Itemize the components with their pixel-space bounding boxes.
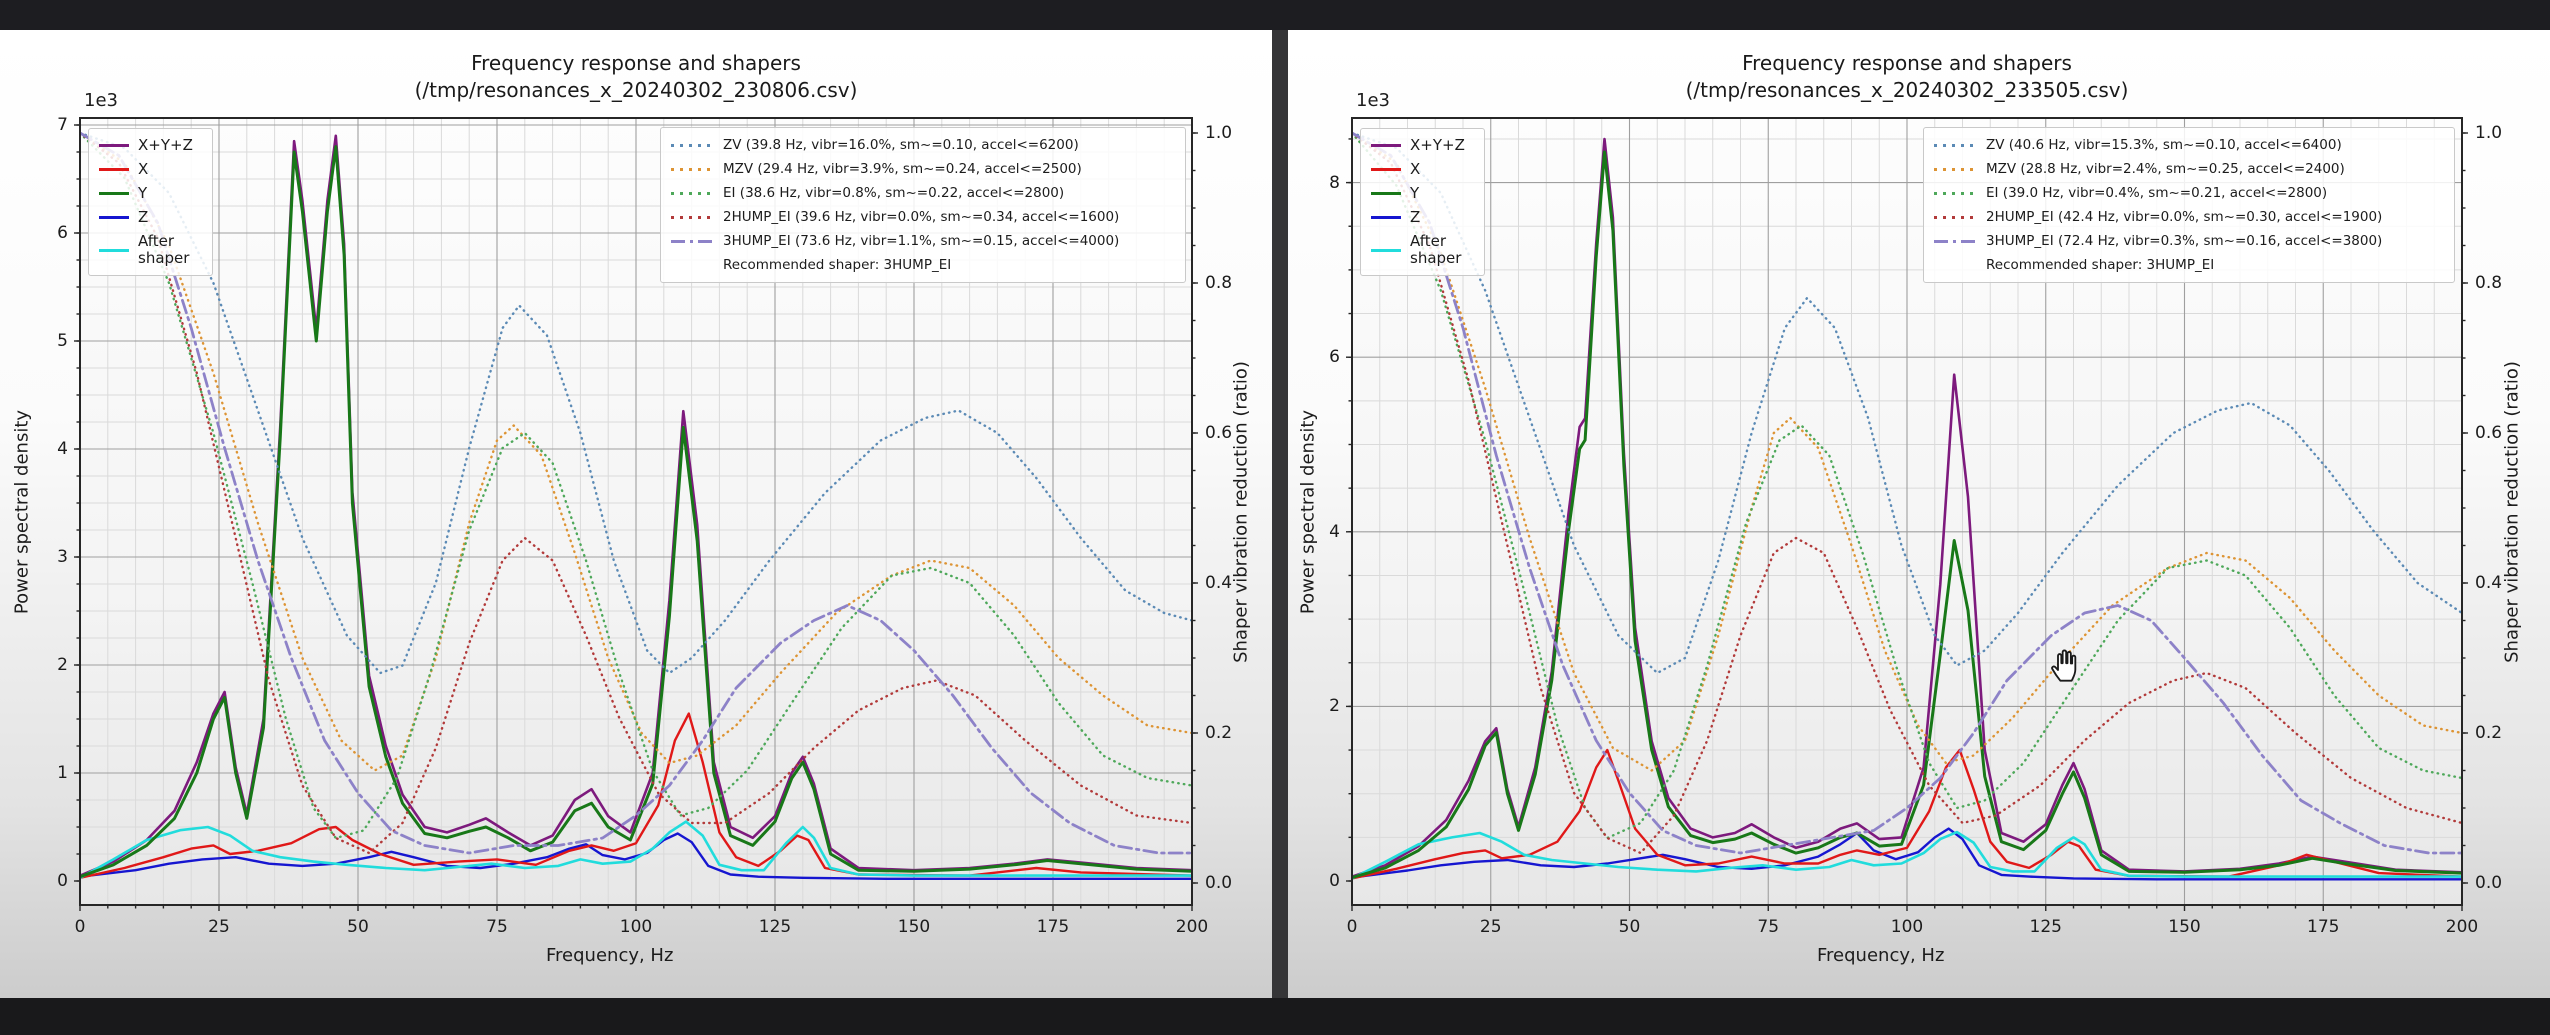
3hump-ei-line-swatch <box>671 240 713 243</box>
legend-entry <box>1934 207 2444 227</box>
y-axis-offset-label: 1e3 <box>84 90 118 111</box>
y2-tick-label: 0.8 <box>1205 273 1233 293</box>
title-line2: (/tmp/resonances_x_20240302_233505.csv) <box>1685 78 2129 102</box>
legend-entry <box>99 209 202 226</box>
y-tick-label: 6 <box>1329 347 1340 368</box>
y2-tick-label: 0.4 <box>2475 573 2503 593</box>
x-tick-label: 125 <box>2029 917 2062 937</box>
legend-entry <box>1371 185 1474 202</box>
xyz-line-swatch <box>99 144 129 147</box>
z-line-swatch <box>1371 216 1401 219</box>
y-tick-label: 1 <box>57 763 68 783</box>
legend-label: 2HUMP_EI (42.4 Hz, vibr=0.0%, sm~=0.30, accel<=1900) <box>1986 209 2383 225</box>
legend-entry <box>671 207 1175 227</box>
title-line2: (/tmp/resonances_x_20240302_230806.csv) <box>414 78 858 102</box>
2hump-ei-line-swatch <box>671 216 713 219</box>
y-axis-offset-label: 1e3 <box>1356 90 1390 111</box>
legend-entry <box>1934 159 2444 179</box>
z-line-swatch <box>99 216 129 219</box>
x-tick-label: 150 <box>897 917 931 937</box>
legend-label: MZV (29.4 Hz, vibr=3.9%, sm~=0.24, accel<=2500) <box>723 161 1082 177</box>
legend-entry <box>1934 183 2444 203</box>
x-tick-label: 100 <box>619 917 653 937</box>
series-legend <box>88 128 213 276</box>
y2-tick-label: 0.6 <box>2475 423 2503 443</box>
y-tick-label: 4 <box>1329 521 1340 542</box>
legend-label: EI (39.0 Hz, vibr=0.4%, sm~=0.21, accel<=2800) <box>1986 185 2328 201</box>
legend-entry <box>1371 161 1474 178</box>
x-tick-label: 100 <box>1890 917 1924 937</box>
zv-line-swatch <box>1934 144 1976 147</box>
x-tick-label: 50 <box>347 917 369 937</box>
x-line-swatch <box>1371 168 1401 171</box>
y2-tick-label: 0.8 <box>2475 273 2503 293</box>
legend-entry <box>1371 209 1474 226</box>
x-tick-label: 25 <box>1479 917 1502 937</box>
legend-label: Z <box>138 208 149 226</box>
legend-label: Y <box>138 184 148 202</box>
y-axis-label: Power spectral density <box>1297 409 1319 615</box>
x-tick-label: 75 <box>1757 917 1780 937</box>
legend-entry <box>99 185 202 202</box>
legend-entry <box>1934 135 2444 155</box>
title-line1: Frequency response and shapers <box>1742 51 2072 75</box>
y2-tick-label: 0.0 <box>2475 873 2503 893</box>
x-tick-label: 200 <box>2445 917 2479 937</box>
x-axis-label: Frequency, Hz <box>1817 945 1945 966</box>
x-tick-label: 50 <box>1618 917 1641 937</box>
series-legend <box>1360 128 1485 276</box>
y2-tick-label: 0.2 <box>1205 723 1233 743</box>
legend-label: MZV (28.8 Hz, vibr=2.4%, sm~=0.25, accel<=2400) <box>1986 161 2345 177</box>
legend-label: After shaper <box>138 232 190 267</box>
3hump-ei-line-swatch <box>1934 240 1976 243</box>
recommended-shaper-text: Recommended shaper: 3HUMP_EI <box>1986 257 2215 273</box>
y-tick-label: 7 <box>57 115 68 135</box>
y-line-swatch <box>1371 192 1401 195</box>
y2-tick-label: 0.4 <box>1205 573 1233 593</box>
legend-label: Z <box>1410 208 1421 226</box>
y2-tick-label: 0.6 <box>1205 423 1233 443</box>
legend-entry <box>1934 231 2444 251</box>
legend-label: ZV (40.6 Hz, vibr=15.3%, sm~=0.10, accel<=6400) <box>1986 137 2342 153</box>
2hump-ei-line-swatch <box>1934 216 1976 219</box>
figure-right <box>1288 30 2550 998</box>
y-tick-label: 6 <box>57 223 68 243</box>
legend-label: EI (38.6 Hz, vibr=0.8%, sm~=0.22, accel<=2800) <box>723 185 1065 201</box>
y-tick-label: 4 <box>57 439 68 459</box>
y-tick-label: 2 <box>57 655 68 675</box>
x-tick-label: 200 <box>1175 917 1209 937</box>
recommended-shaper-text: Recommended shaper: 3HUMP_EI <box>723 257 952 273</box>
y2-tick-label: 1.0 <box>2475 123 2503 143</box>
ei-line-swatch <box>671 192 713 195</box>
shaper-legend <box>660 127 1186 283</box>
x-tick-label: 175 <box>1036 917 1070 937</box>
y-tick-label: 2 <box>1329 696 1340 717</box>
after-shaper-line-swatch <box>99 249 129 252</box>
legend-label: After shaper <box>1410 232 1462 267</box>
legend-label: 2HUMP_EI (39.6 Hz, vibr=0.0%, sm~=0.34, accel<=1600) <box>723 209 1120 225</box>
legend-entry <box>99 137 202 154</box>
y-axis-label: Power spectral density <box>11 409 33 615</box>
xyz-line-swatch <box>1371 144 1401 147</box>
legend-label: X <box>138 160 149 178</box>
figure-title <box>1352 50 2462 104</box>
x-tick-label: 0 <box>74 917 86 937</box>
y2-tick-label: 1.0 <box>1205 123 1233 143</box>
y-line-swatch <box>99 192 129 195</box>
legend-label: ZV (39.8 Hz, vibr=16.0%, sm~=0.10, accel<=6200) <box>723 137 1079 153</box>
y2-axis-label: Shaper vibration reduction (ratio) <box>1230 361 1252 663</box>
top-black-bar <box>0 0 2550 30</box>
legend-entry <box>671 159 1175 179</box>
figure-left <box>0 30 1272 998</box>
legend-label: X+Y+Z <box>138 136 193 154</box>
figure-title <box>80 50 1192 104</box>
after-shaper-line-swatch <box>1371 249 1401 252</box>
window-divider <box>1272 30 1288 998</box>
y-tick-label: 0 <box>1329 871 1340 891</box>
legend-label: X+Y+Z <box>1410 136 1465 154</box>
x-tick-label: 175 <box>2307 917 2340 937</box>
mzv-line-swatch <box>1934 168 1976 171</box>
open-hand-cursor <box>2046 644 2086 684</box>
title-line1: Frequency response and shapers <box>471 51 801 75</box>
y2-tick-label: 0.2 <box>2475 723 2503 743</box>
legend-label: Y <box>1410 184 1420 202</box>
y2-tick-label: 0.0 <box>1205 873 1233 893</box>
x-axis-label: Frequency, Hz <box>546 945 674 966</box>
legend-label: 3HUMP_EI (73.6 Hz, vibr=1.1%, sm~=0.15, accel<=4000) <box>723 233 1120 249</box>
x-tick-label: 25 <box>208 917 230 937</box>
y-tick-label: 5 <box>57 331 68 351</box>
ei-line-swatch <box>1934 192 1976 195</box>
legend-entry <box>671 183 1175 203</box>
bottom-black-bar <box>0 998 2550 1035</box>
legend-entry <box>1371 137 1474 154</box>
legend-entry <box>671 135 1175 155</box>
legend-entry <box>671 231 1175 251</box>
legend-entry <box>99 233 202 267</box>
y-tick-label: 3 <box>57 547 68 567</box>
legend-entry <box>1371 233 1474 267</box>
x-tick-label: 75 <box>486 917 508 937</box>
mzv-line-swatch <box>671 168 713 171</box>
x-tick-label: 0 <box>1346 917 1358 937</box>
shaper-legend <box>1923 127 2455 283</box>
x-line-swatch <box>99 168 129 171</box>
y2-axis-label: Shaper vibration reduction (ratio) <box>2501 361 2523 663</box>
zv-line-swatch <box>671 144 713 147</box>
y-tick-label: 0 <box>57 871 68 891</box>
y-tick-label: 8 <box>1329 172 1340 193</box>
x-tick-label: 125 <box>758 917 792 937</box>
legend-entry <box>99 161 202 178</box>
x-tick-label: 150 <box>2168 917 2201 937</box>
legend-label: X <box>1410 160 1421 178</box>
legend-label: 3HUMP_EI (72.4 Hz, vibr=0.3%, sm~=0.16, accel<=3800) <box>1986 233 2383 249</box>
